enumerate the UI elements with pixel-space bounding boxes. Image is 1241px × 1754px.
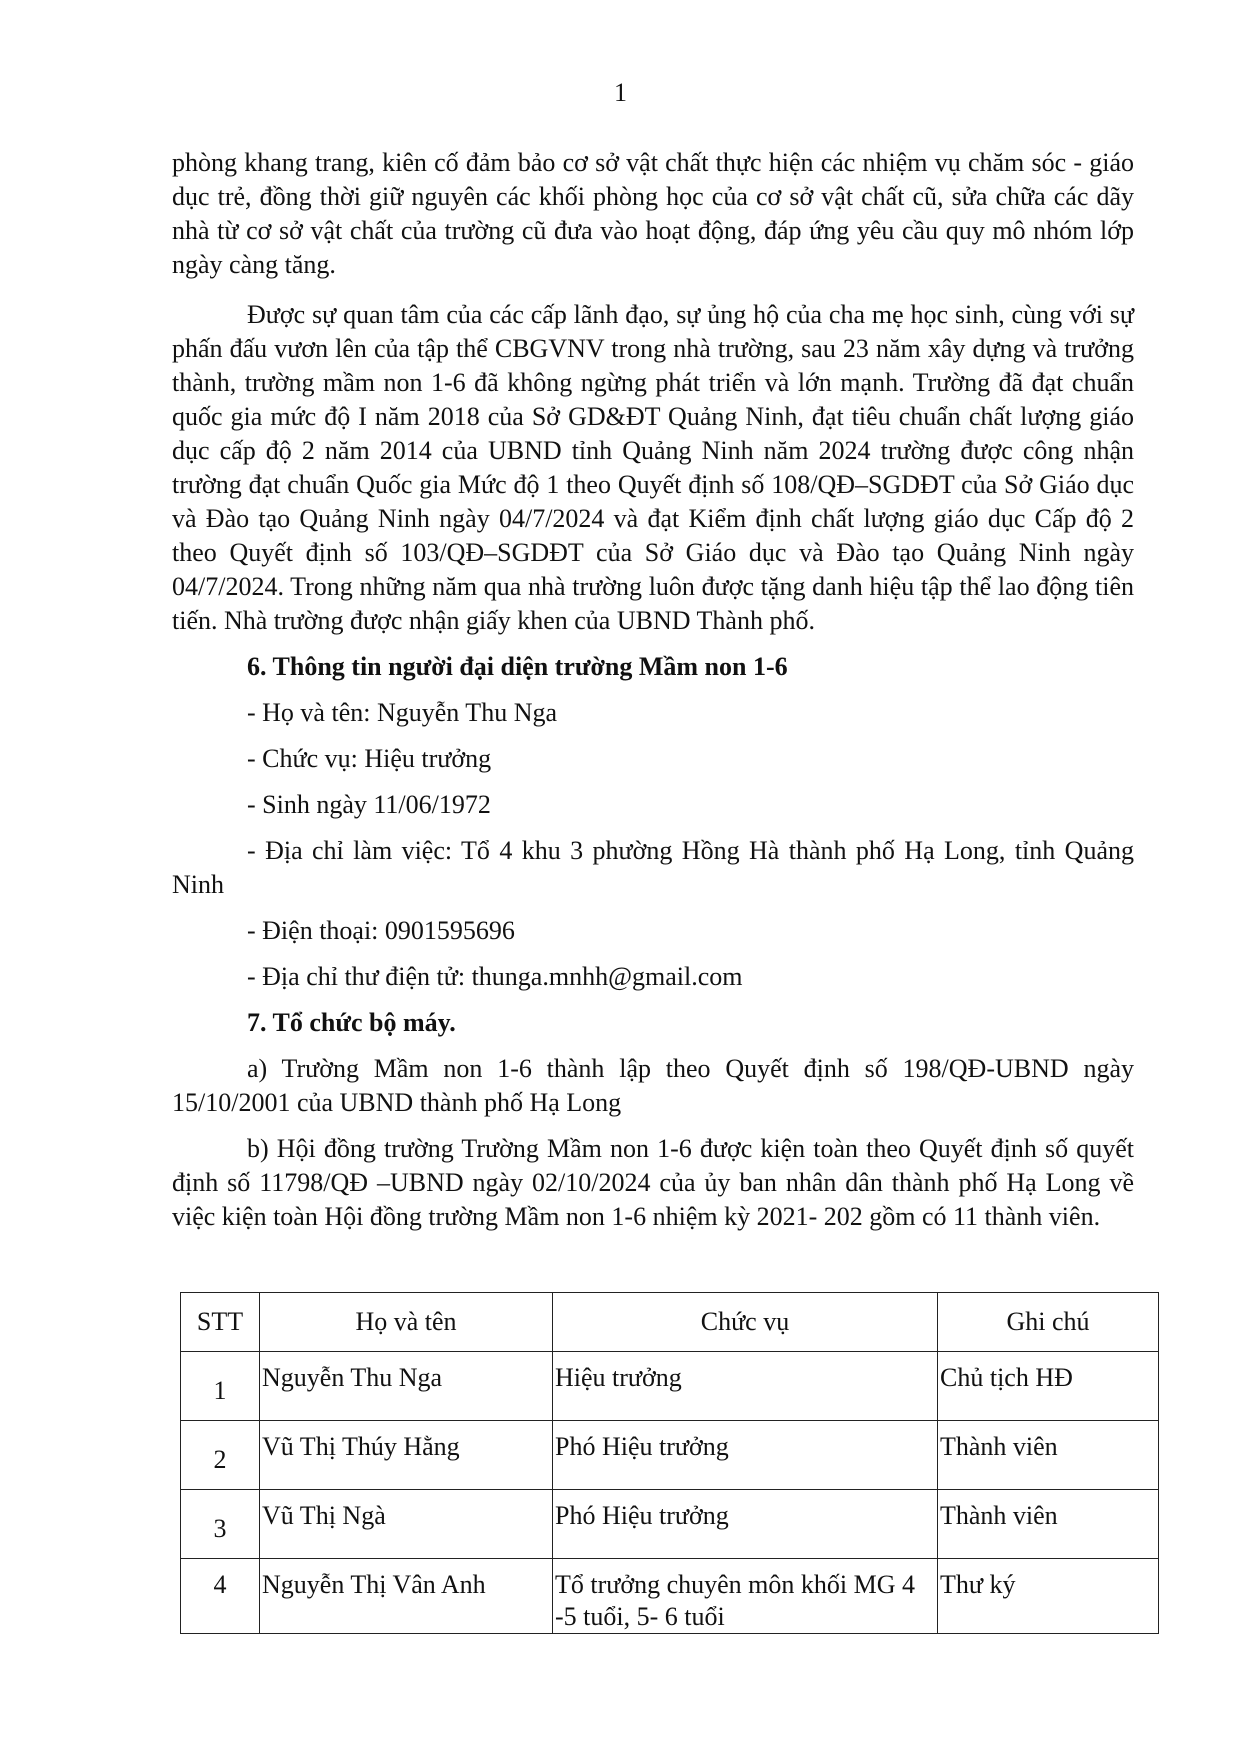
rep-address: - Địa chỉ làm việc: Tổ 4 khu 3 phường Hồng Hà thành phố Hạ Long, tỉnh Quảng Ninh [172, 836, 1134, 899]
table-row [181, 1559, 1159, 1634]
rep-dob: - Sinh ngày 11/06/1972 [247, 790, 491, 819]
cell-note: Chủ tịch HĐ [938, 1352, 1159, 1421]
cell-position: Phó Hiệu trưởng [553, 1421, 938, 1490]
cell-note: Thành viên [938, 1421, 1159, 1490]
document-body [172, 146, 1134, 1234]
cell-position: Tổ trưởng chuyên môn khối MG 4 -5 tuổi, 5- 6 tuổi [553, 1559, 938, 1634]
header-name: Họ và tên [260, 1293, 553, 1352]
cell-stt: 3 [181, 1490, 260, 1559]
cell-name: Nguyễn Thu Nga [260, 1352, 553, 1421]
header-position: Chức vụ [553, 1293, 938, 1352]
cell-stt: 1 [181, 1352, 260, 1421]
paragraph-history: Được sự quan tâm của các cấp lãnh đạo, sự ủng hộ của cha mẹ học sinh, cùng với sự phấn đấu vươn lên của tập thể CBGVNV trong nhà trường, sau 23 năm xây dựng và trưởng thành, trường mầm non 1-6 đã không ngừng phát triển và lớn mạnh. Trường đã đạt chuẩn quốc gia mức độ I năm 2018 của Sở GD&ĐT Quảng Ninh, đạt tiêu chuẩn chất lượng giáo dục cấp độ 2 năm 2014 của UBND tỉnh Quảng Ninh năm 2024 trường được công nhận trường đạt chuẩn Quốc gia Mức độ 1 theo Quyết định số 108/QĐ–SGDĐT của Sở Giáo dục và Đào tạo Quảng Ninh ngày 04/7/2024 và đạt Kiểm định chất lượng giáo dục Cấp độ 2 theo Quyết định số 103/QĐ–SGDĐT của Sở Giáo dục và Đào tạo Quảng Ninh ngày 04/7/2024. Trong những năm qua nhà trường luôn được tặng danh hiệu tập thể lao động tiên tiến. Nhà trường được nhận giấy khen của UBND Thành phố. [172, 300, 1134, 635]
table-row [181, 1352, 1159, 1421]
table-row [181, 1490, 1159, 1559]
paragraph-facilities: phòng khang trang, kiên cố đảm bảo cơ sở vật chất thực hiện các nhiệm vụ chăm sóc - giáo dục trẻ, đồng thời giữ nguyên các khối phòng học của cơ sở vật chất cũ, sửa chữa các dãy nhà từ cơ sở vật chất của trường cũ đưa vào hoạt động, đáp ứng yêu cầu quy mô nhóm lớp ngày càng tăng. [172, 148, 1134, 279]
item-b: b) Hội đồng trường Trường Mầm non 1-6 được kiện toàn theo Quyết định số quyết định số 11798/QĐ –UBND ngày 02/10/2024 của ủy ban nhân dân thành phố Hạ Long về việc kiện toàn Hội đồng trường Mầm non 1-6 nhiệm kỳ 2021- 202 gồm có 11 thành viên. [172, 1134, 1134, 1231]
header-stt: STT [181, 1293, 260, 1352]
cell-name: Nguyễn Thị Vân Anh [260, 1559, 553, 1634]
cell-note: Thành viên [938, 1490, 1159, 1559]
cell-note: Thư ký [938, 1559, 1159, 1634]
item-a: a) Trường Mầm non 1-6 thành lập theo Quyết định số 198/QĐ-UBND ngày 15/10/2001 của UBND thành phố Hạ Long [172, 1054, 1134, 1117]
rep-email: - Địa chỉ thư điện tử: thunga.mnhh@gmail.com [247, 962, 743, 991]
section-7-title: 7. Tổ chức bộ máy. [247, 1008, 456, 1037]
section-6-title: 6. Thông tin người đại diện trường Mầm non 1-6 [247, 652, 788, 681]
table-row [181, 1421, 1159, 1490]
cell-name: Vũ Thị Ngà [260, 1490, 553, 1559]
rep-name: - Họ và tên: Nguyễn Thu Nga [247, 698, 558, 727]
cell-stt: 2 [181, 1421, 260, 1490]
cell-name: Vũ Thị Thúy Hằng [260, 1421, 553, 1490]
header-note: Ghi chú [938, 1293, 1159, 1352]
page-number: 1 [614, 78, 627, 107]
cell-position: Hiệu trưởng [553, 1352, 938, 1421]
rep-position: - Chức vụ: Hiệu trưởng [247, 744, 492, 773]
council-table [180, 1292, 1159, 1634]
cell-stt: 4 [181, 1559, 260, 1634]
table-header-row [181, 1293, 1159, 1352]
cell-position: Phó Hiệu trưởng [553, 1490, 938, 1559]
rep-phone: - Điện thoại: 0901595696 [247, 916, 515, 945]
